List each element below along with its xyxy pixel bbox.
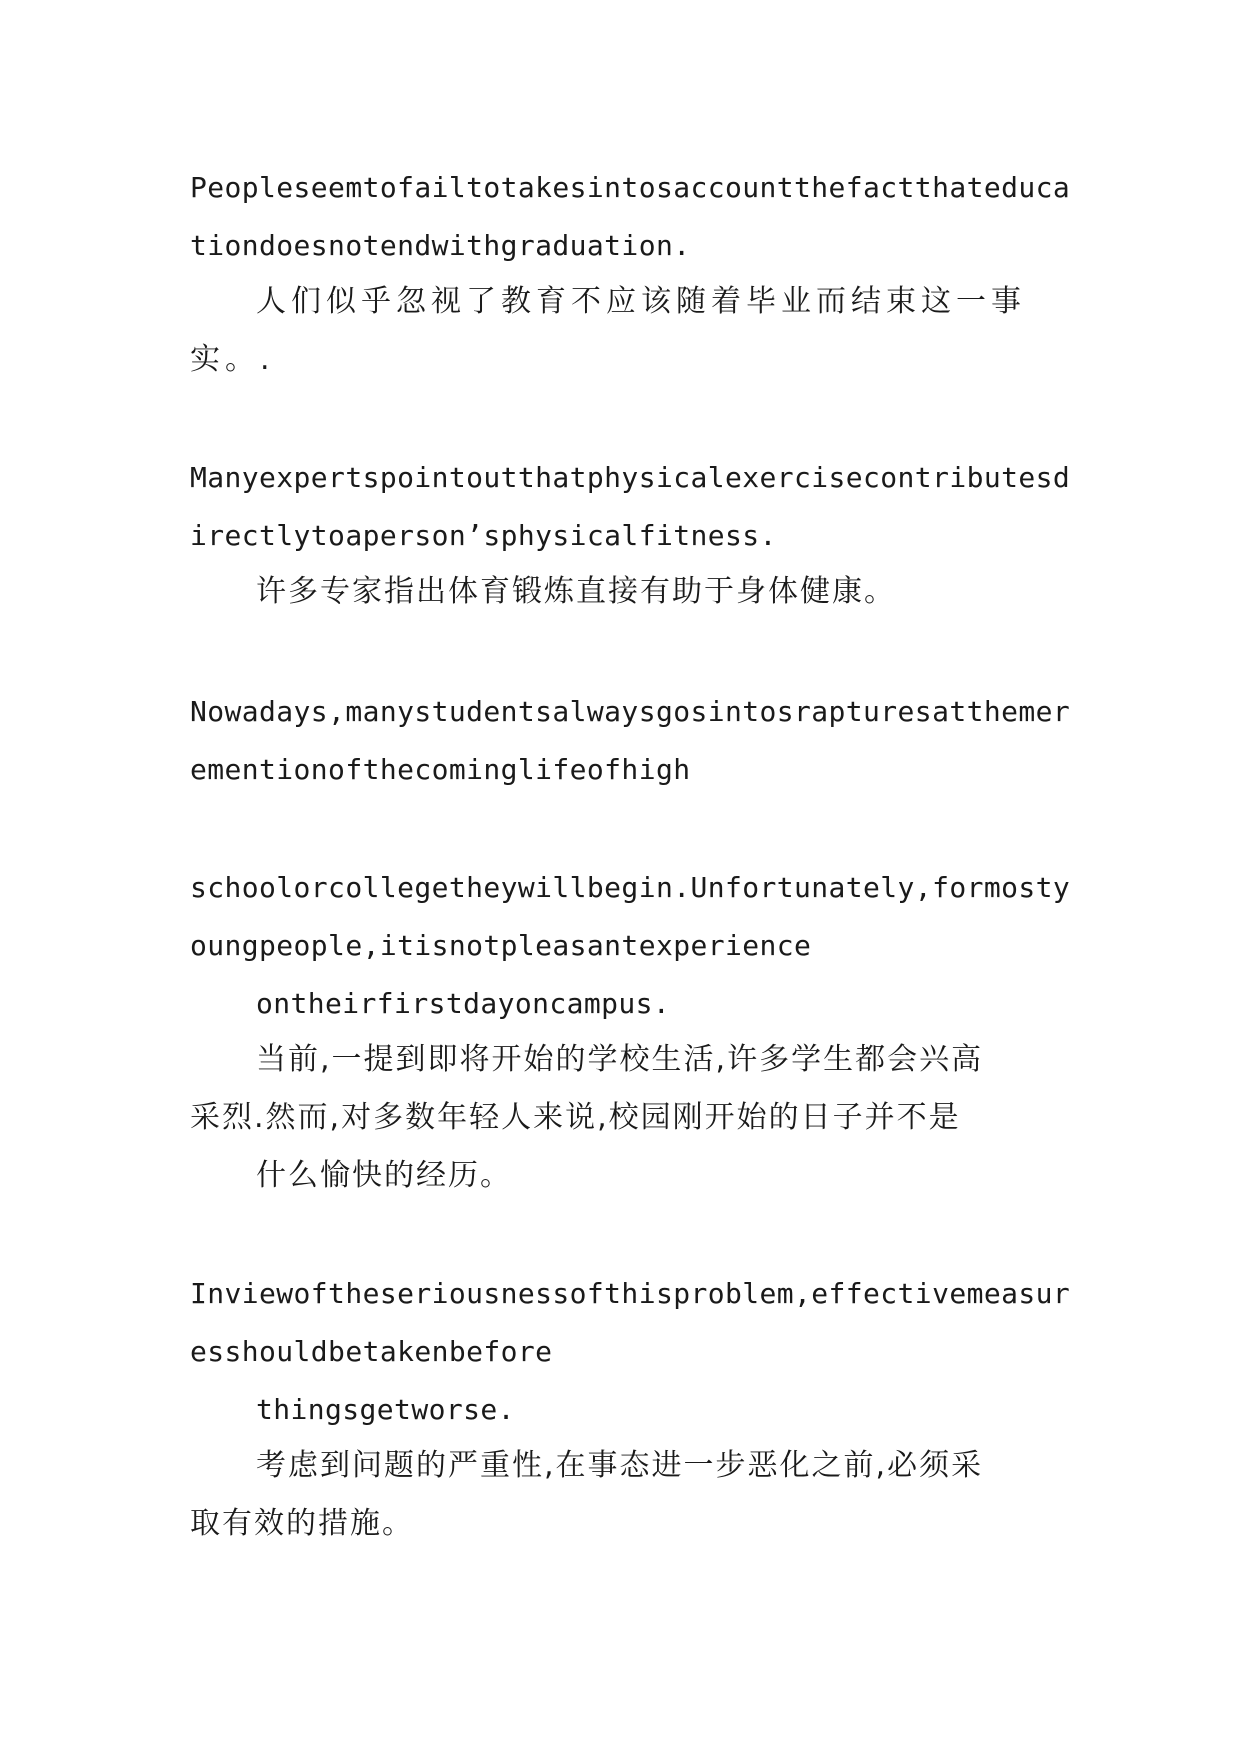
paragraph-4-english-line-3: thingsgetworse. [256, 1393, 515, 1426]
paragraph-3-english-line-2: ementionofthecominglifeofhigh [190, 753, 691, 786]
paragraph-3-chinese-line-1: 当前,一提到即将开始的学校生活,许多学生都会兴高 [256, 1042, 984, 1077]
paragraph-1-chinese-line-2: 实。. [190, 342, 275, 377]
paragraph-3-english-line-3: schoolorcollegetheywillbegin.Unfortunately,formosty [190, 871, 1071, 904]
paragraph-3-chinese-line-2: 采烈.然而,对多数年轻人来说,校园刚开始的日子并不是 [190, 1100, 961, 1135]
paragraph-1-english-line-1: Peopleseemtofailtotakesintosaccountthefactthateduca [190, 171, 1071, 204]
paragraph-3-english-line-4: oungpeople,itisnotpleasantexperience [190, 929, 812, 962]
paragraph-4-chinese-line-1: 考虑到问题的严重性,在事态进一步恶化之前,必须采 [256, 1448, 984, 1483]
paragraph-1-chinese-line-1: 人们似乎忽视了教育不应该随着毕业而结束这一事 [256, 284, 1026, 319]
paragraph-1-english-line-2: tiondoesnotendwithgraduation. [190, 229, 691, 262]
paragraph-4-chinese-line-2: 取有效的措施。 [190, 1506, 414, 1541]
paragraph-2-english-line-1: Manyexpertspointoutthatphysicalexercisecontributesd [190, 461, 1071, 494]
paragraph-2-english-line-2: irectlytoaperson’sphysicalfitness. [190, 519, 777, 552]
paragraph-4-english-line-2: esshouldbetakenbefore [190, 1335, 553, 1368]
paragraph-3-english-line-1: Nowadays,manystudentsalwaysgosintosrapturesatthemer [190, 695, 1071, 728]
paragraph-3-chinese-line-3: 什么愉快的经历。 [256, 1158, 512, 1193]
paragraph-3-english-line-5: ontheirfirstdayoncampus. [256, 987, 671, 1020]
paragraph-4-english-line-1: Inviewoftheseriousnessofthisproblem,effectivemeasur [190, 1277, 1071, 1310]
paragraph-2-chinese-line-1: 许多专家指出体育锻炼直接有助于身体健康。 [256, 574, 896, 609]
